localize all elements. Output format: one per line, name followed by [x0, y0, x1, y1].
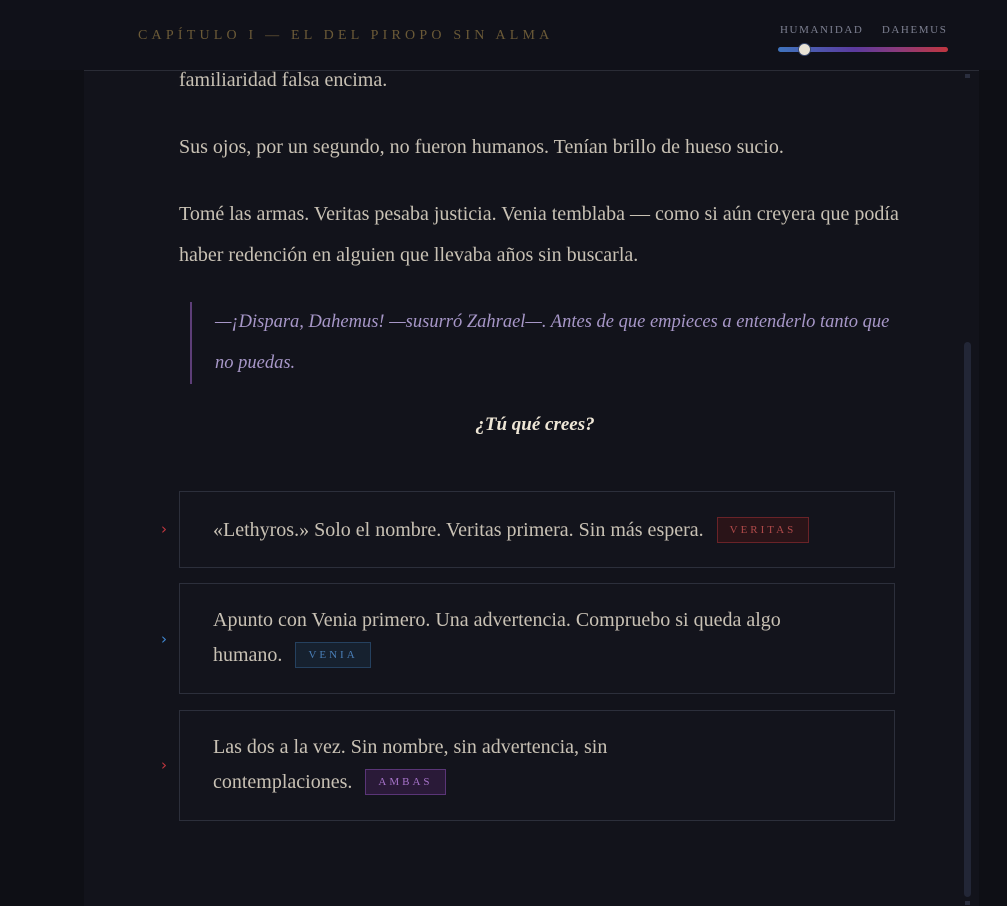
choice-option-venia[interactable] — [179, 583, 895, 694]
choice-tag-venia: VENIA — [295, 642, 370, 668]
choice-tag-veritas: VERITAS — [717, 517, 810, 543]
scrollbar-thumb[interactable] — [964, 342, 971, 897]
choice-text: «Lethyros.» Solo el nombre. Veritas primera. Sin más espera. — [213, 519, 704, 541]
story-paragraph: Tomé las armas. Veritas pesaba justicia. Venia temblaba — como si aún creyera que podía haber redención en alguien que llevaba años sin buscarla. — [179, 203, 899, 266]
chevron-right-icon: › — [161, 756, 167, 774]
choice-option-ambas[interactable] — [179, 710, 895, 821]
choice-prompt: ¿Tú qué crees? — [475, 414, 595, 435]
scroll-down-arrow[interactable] — [965, 901, 970, 905]
quote-text: —¡Dispara, Dahemus! —susurró Zahrael—. Antes de que empieces a entenderlo tanto que no puedas. — [215, 312, 890, 373]
meter-label-dahemus: DAHEMUS — [881, 24, 948, 36]
story-paragraph: Sus ojos, por un segundo, no fueron humanos. Tenían brillo de hueso sucio. — [179, 136, 784, 158]
humanity-meter — [778, 47, 948, 52]
right-margin — [979, 0, 1007, 906]
chevron-right-icon: › — [161, 630, 167, 648]
choice-text: Apunto con Venia primero. Una advertencia. Compruebo si queda algo humano. — [213, 609, 781, 666]
humanity-meter-labels — [780, 24, 947, 36]
story-paragraph: familiaridad falsa encima. — [179, 69, 388, 91]
meter-label-humanidad: HUMANIDAD — [780, 24, 864, 36]
choice-option-veritas[interactable] — [179, 491, 895, 568]
choice-tag-ambas: AMBAS — [365, 769, 445, 795]
dialogue-quote — [190, 302, 905, 384]
chevron-right-icon: › — [161, 520, 167, 538]
choice-text: Las dos a la vez. Sin nombre, sin advertencia, sin contemplaciones. — [213, 736, 608, 793]
scroll-up-arrow[interactable] — [965, 74, 970, 78]
chapter-title: CAPÍTULO I — EL DEL PIROPO SIN ALMA — [138, 28, 554, 43]
humanity-meter-indicator — [798, 43, 811, 56]
left-margin — [0, 0, 84, 906]
